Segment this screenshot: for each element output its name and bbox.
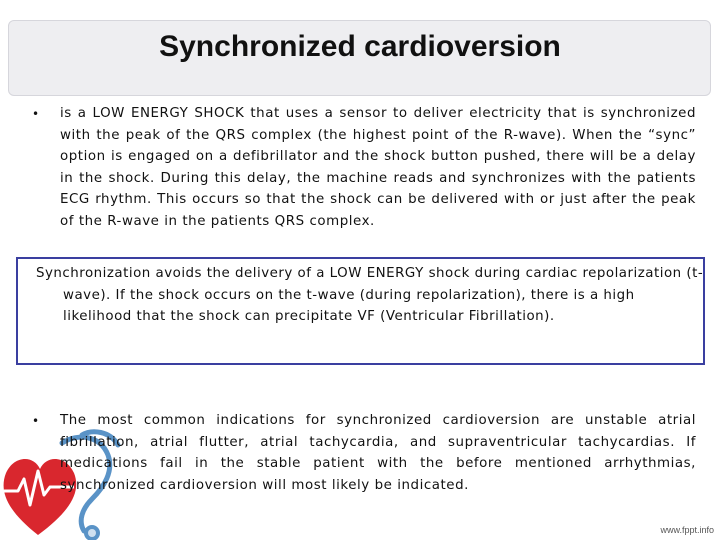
bullet-marker: • (32, 107, 40, 121)
synchronization-callout-box (16, 257, 705, 365)
watermark: www.fppt.info (660, 525, 714, 535)
slide-title: Synchronized cardioversion (159, 30, 561, 63)
paragraph-synchronization: Synchronization avoids the delivery of a LOW ENERGY shock during cardiac repolarization (t-wave). If the shock occurs on the t-wave (during repolarization), there is a high likelihood that the shock can precipitate VF (Ventricular Fibrillation). (36, 266, 704, 325)
paragraph-definition: is a LOW ENERGY SHOCK that uses a sensor to deliver electricity that is synchronized with the peak of the QRS complex (the highest point of the R-wave). When the “sync” option is engaged on a defibrillator and the shock button pushed, there will be a delay in the shock. During this delay, the machine reads and synchronizes with the patients ECG rhythm. This occurs so that the shock can be delivered with or just after the peak of the R-wave in the patients QRS complex. (60, 106, 696, 229)
bullet-marker: • (32, 414, 40, 428)
paragraph-indications: The most common indications for synchronized cardioversion are unstable atrial fibrillation, atrial flutter, atrial tachycardia, and supraventricular tachycardias. If medications fail in the stable patient with the before mentioned arrhythmias, synchronized cardioversion will most likely be indicated. (60, 413, 696, 493)
